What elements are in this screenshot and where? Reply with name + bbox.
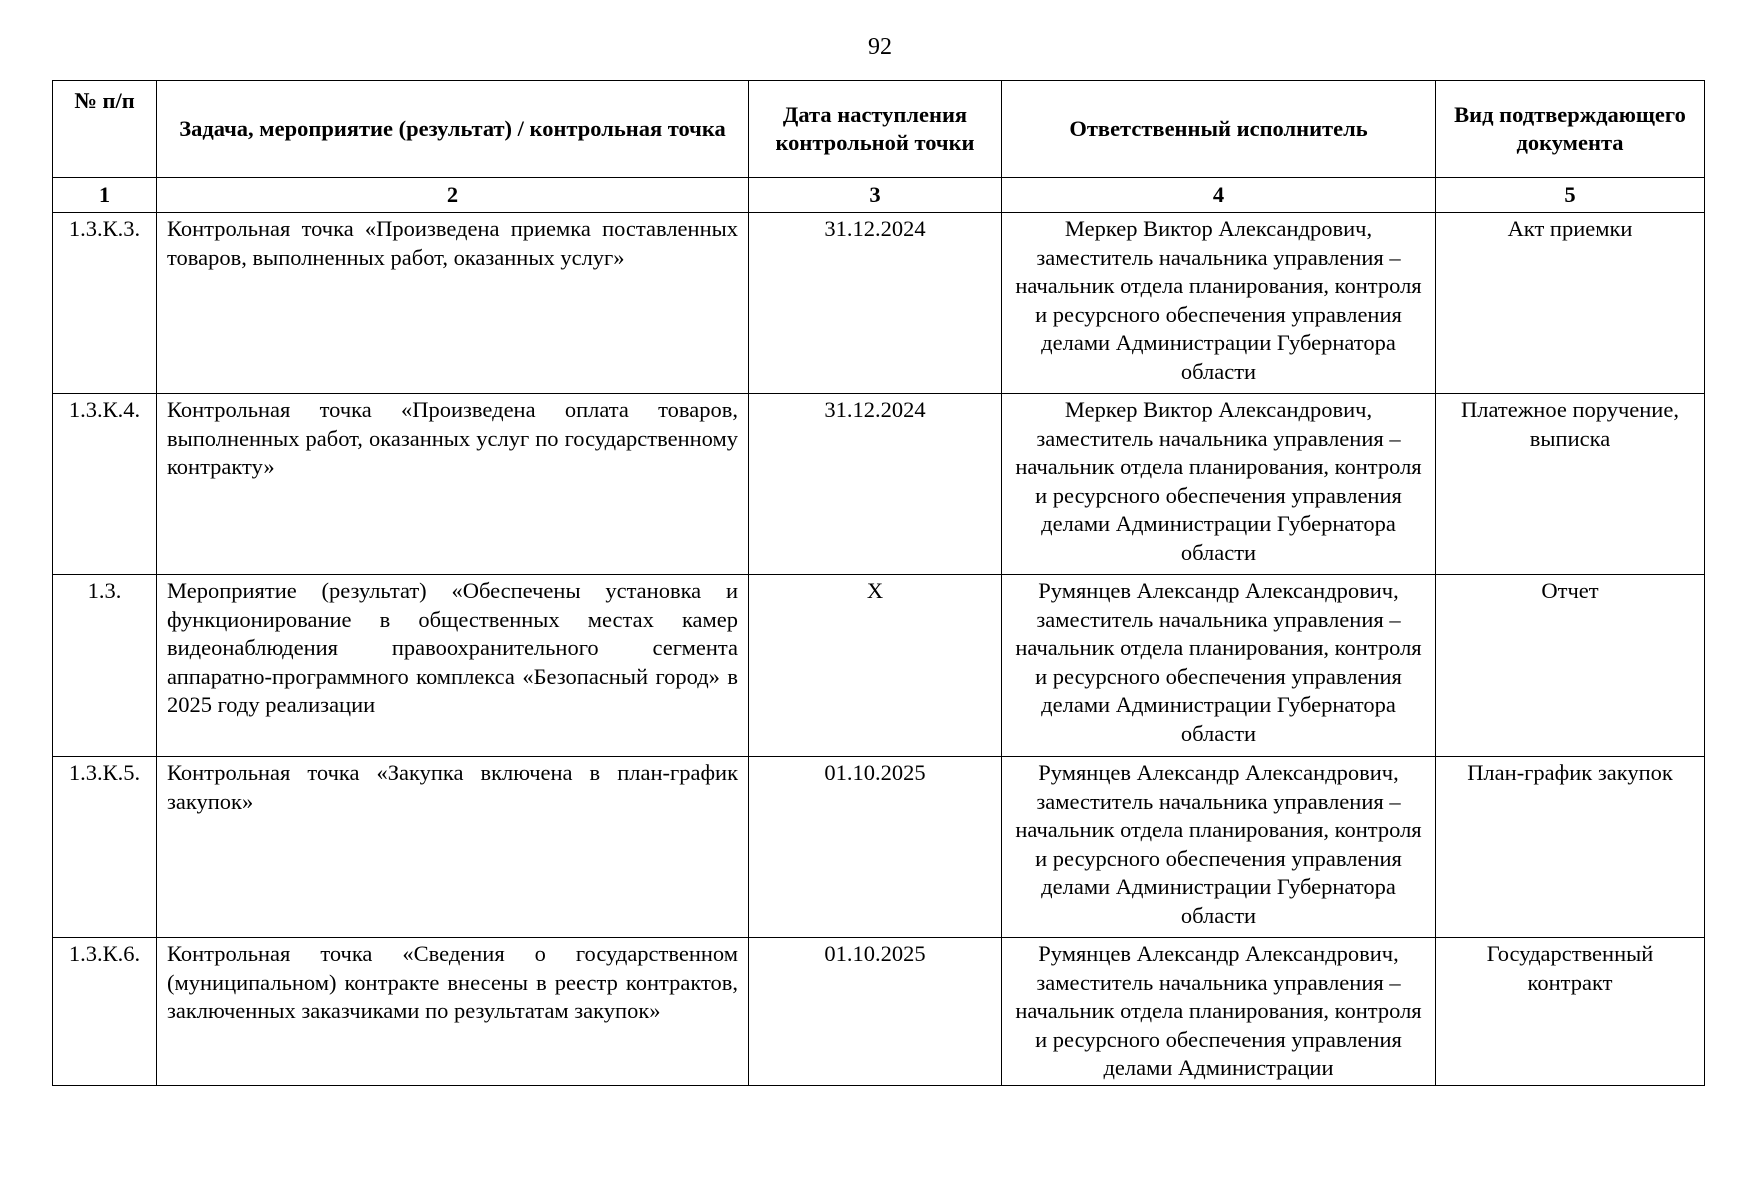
row-executor: Румянцев Александр Александрович, заместитель начальника управления – начальник отдела планирования, контроля и ресурсного обеспечения управления делами Администрации Губернатора области <box>1002 757 1436 938</box>
row-document: План-график закупок <box>1436 757 1705 938</box>
table-row <box>53 938 1705 1086</box>
table-row <box>53 213 1705 394</box>
control-points-table <box>52 80 1705 1086</box>
row-date: Х <box>749 575 1002 757</box>
column-number-row <box>53 178 1705 213</box>
row-document: Государственный контракт <box>1436 938 1705 1086</box>
header-executor: Ответственный исполнитель <box>1002 81 1436 178</box>
row-document: Платежное поручение, выписка <box>1436 394 1705 575</box>
row-task: Мероприятие (результат) «Обеспечены установка и функционирование в общественных местах камер видеонаблюдения правоохранительного сегмента аппаратно-программного комплекса «Безопасный город» в 2025 году реализации <box>157 575 749 757</box>
row-task: Контрольная точка «Произведена оплата товаров, выполненных работ, оказанных услуг по государственному контракту» <box>157 394 749 575</box>
row-date: 01.10.2025 <box>749 938 1002 1086</box>
row-number: 1.3.К.4. <box>53 394 157 575</box>
table-row <box>53 394 1705 575</box>
row-document: Отчет <box>1436 575 1705 757</box>
row-task: Контрольная точка «Сведения о государственном (муниципальном) контракте внесены в реестр контрактов, заключенных заказчиками по результатам закупок» <box>157 938 749 1086</box>
row-task: Контрольная точка «Закупка включена в план-график закупок» <box>157 757 749 938</box>
row-task: Контрольная точка «Произведена приемка поставленных товаров, выполненных работ, оказанных услуг» <box>157 213 749 394</box>
column-number: 2 <box>157 178 749 213</box>
row-number: 1.3. <box>53 575 157 757</box>
column-number: 1 <box>53 178 157 213</box>
column-number: 5 <box>1436 178 1705 213</box>
row-number: 1.3.К.6. <box>53 938 157 1086</box>
header-task: Задача, мероприятие (результат) / контрольная точка <box>157 81 749 178</box>
row-executor: Меркер Виктор Александрович, заместитель начальника управления – начальник отдела планирования, контроля и ресурсного обеспечения управления делами Администрации Губернатора области <box>1002 394 1436 575</box>
header-date: Дата наступления контрольной точки <box>749 81 1002 178</box>
row-executor: Румянцев Александр Александрович, заместитель начальника управления – начальник отдела планирования, контроля и ресурсного обеспечения управления делами Администрации <box>1002 938 1436 1086</box>
table-row <box>53 757 1705 938</box>
row-document: Акт приемки <box>1436 213 1705 394</box>
row-executor: Румянцев Александр Александрович, заместитель начальника управления – начальник отдела планирования, контроля и ресурсного обеспечения управления делами Администрации Губернатора области <box>1002 575 1436 757</box>
row-date: 01.10.2025 <box>749 757 1002 938</box>
header-doc: Вид подтверждающего документа <box>1436 81 1705 178</box>
row-date: 31.12.2024 <box>749 394 1002 575</box>
row-executor: Меркер Виктор Александрович, заместитель начальника управления – начальник отдела планирования, контроля и ресурсного обеспечения управления делами Администрации Губернатора области <box>1002 213 1436 394</box>
row-number: 1.3.К.3. <box>53 213 157 394</box>
header-row <box>53 81 1705 178</box>
row-number: 1.3.К.5. <box>53 757 157 938</box>
header-num: № п/п <box>53 81 157 178</box>
page-number: 92 <box>868 34 892 60</box>
table-row <box>53 575 1705 757</box>
column-number: 3 <box>749 178 1002 213</box>
column-number: 4 <box>1002 178 1436 213</box>
row-date: 31.12.2024 <box>749 213 1002 394</box>
